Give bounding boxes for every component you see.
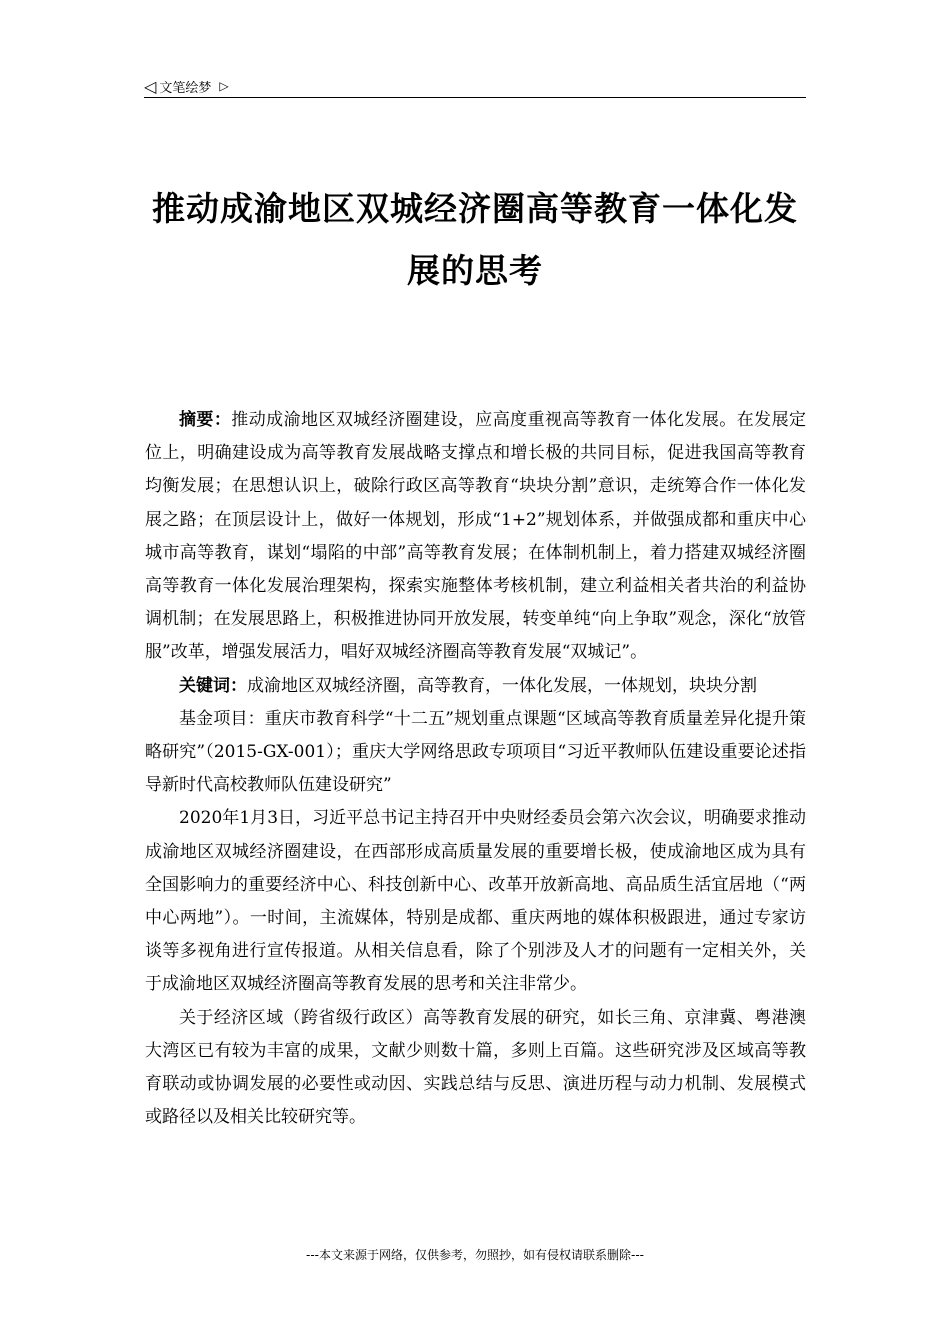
funding-paragraph: 基金项目：重庆市教育科学“十二五”规划重点课题“区域高等教育质量差异化提升策略研究”（2015-GX-001）；重庆大学网络思政专项项目“习近平教师队伍建设重要论述指导新时代高校教师队伍建设研究” — [145, 708, 806, 796]
keywords-label: 关键词： — [179, 675, 247, 696]
right-triangle-icon: ▷ — [219, 79, 229, 93]
body-paragraph: 2020年1月3日，习近平总书记主持召开中央财经委员会第六次会议，明确要求推动成渝地区双城经济圈建设，在西部形成高质量发展的重要增长极，使成渝地区成为具有全国影响力的重要经济中心、科技创新中心、改革开放新高地、高品质生活宜居地（“两中心两地”）。一时间，主流媒体，特别是成都、重庆两地的媒体积极跟进，通过专家访谈等多视角进行宣传报道。从相关信息看，除了个别涉及人才的问题有一定相关外，关于成渝地区双城经济圈高等教育发展的思考和关注非常少。 — [145, 808, 806, 995]
left-triangle-icon: ◁ — [144, 76, 157, 96]
footer-disclaimer: ---本文来源于网络，仅供参考，勿照抄，如有侵权请联系删除--- — [306, 1248, 644, 1262]
body-paragraph: 关于经济区域（跨省级行政区）高等教育发展的研究，如长三角、京津冀、粤港澳大湾区已有较为丰富的成果，文献少则数十篇，多则上百篇。这些研究涉及区域高等教育联动或协调发展的必要性或动因、实践总结与反思、演进历程与动力机制、发展模式或路径以及相关比较研究等。 — [145, 1007, 806, 1128]
header-divider — [144, 97, 806, 98]
keywords-paragraph — [145, 670, 806, 703]
document-body — [145, 404, 806, 1134]
header-text: 文笔绘梦 — [159, 80, 212, 96]
document-title: 推动成渝地区双城经济圈高等教育一体化发展的思考 — [152, 189, 798, 290]
running-header — [144, 74, 806, 98]
abstract-text: 推动成渝地区双城经济圈建设，应高度重视高等教育一体化发展。在发展定位上，明确建设成为高等教育发展战略支撑点和增长极的共同目标，促进我国高等教育均衡发展；在思想认识上，破除行政区高等教育“块块分割”意识，走统筹合作一体化发展之路；在顶层设计上，做好一体规划，形成“1+2”规划体系，并做强成都和重庆中心城市高等教育，谋划“塌陷的中部”高等教育发展；在体制机制上，着力搭建双城经济圈高等教育一体化发展治理架构，探索实施整体考核机制，建立利益相关者共治的利益协调机制；在发展思路上，积极推进协同开放发展，转变单纯“向上争取”观念，深化“放管服”改革，增强发展活力，唱好双城经济圈高等教育发展“双城记”。 — [145, 410, 807, 663]
abstract-paragraph — [145, 404, 806, 670]
keywords-text: 成渝地区双城经济圈，高等教育，一体化发展，一体规划，块块分割 — [247, 675, 757, 696]
abstract-label: 摘要： — [179, 410, 232, 430]
